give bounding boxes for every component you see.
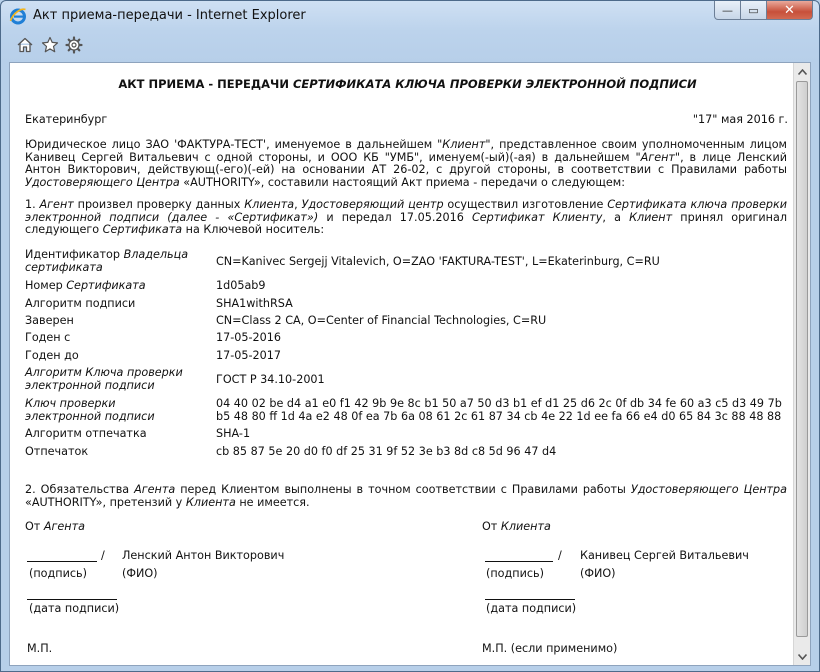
p1-text-8: на Ключевой носитель:	[182, 223, 325, 236]
label-italic: Ключ проверки электронной подписи	[25, 397, 155, 423]
label-plain: Годен до	[25, 349, 79, 362]
table-row-label	[25, 298, 195, 311]
p2-italic-2: Удостоверяющего Центра	[630, 483, 787, 496]
from-italic: Клиента	[500, 520, 551, 533]
close-icon: ✕	[784, 2, 795, 18]
intro-italic-3: Удостоверяющего Центра	[25, 175, 180, 189]
table-row-label	[25, 398, 195, 423]
table-row-value: 17-05-2017	[216, 349, 282, 362]
table-row-value: CN=Class 2 CA, O=Center of Financial Technologies, C=RU	[216, 314, 547, 327]
maximize-button[interactable]	[741, 1, 767, 20]
internet-explorer-icon	[9, 7, 27, 25]
document-date: "17" мая 2016 г.	[692, 113, 788, 126]
table-row-value: 17-05-2016	[216, 331, 282, 344]
minimize-button[interactable]	[714, 1, 741, 20]
maximize-icon: ▭	[748, 3, 759, 17]
p1-italic-2: Клиента	[244, 198, 295, 211]
table-row-label	[25, 350, 195, 363]
p1-text-5: и передал 17.05.2016	[318, 210, 472, 224]
table-row-value: SHA1withRSA	[216, 297, 293, 310]
browser-toolbar	[1, 31, 819, 59]
intro-text-2: , представленное своим уполномоченным лицом Канивец Сергей Витальевич с одной стороны, и ООО КБ "УМБ", именуем(-ый)(-ая) в дальнейшем	[25, 138, 787, 164]
intro-text-3: , в лице Ленский Антон Викторович, действующ(-его)(-ей) на основании АТ 26-02, с другой стороны, в соответствии с Правилами работы	[25, 150, 787, 176]
client-date-line	[485, 589, 575, 600]
label-italic: Владельца сертификата	[25, 248, 189, 274]
client-fio-caption: (ФИО)	[580, 567, 616, 580]
scroll-down-button[interactable]	[795, 648, 810, 665]
favorites-star-icon[interactable]	[41, 36, 59, 54]
p1-text-2: произвел проверку данных	[73, 198, 245, 211]
label-plain: Отпечаток	[25, 445, 89, 458]
agent-sign-caption: (подпись)	[29, 567, 87, 580]
chevron-up-icon	[798, 69, 807, 75]
p1-italic-5: Сертификат Клиенту	[471, 210, 603, 224]
table-row-value: CN=Kanivec Sergejj Vitalevich, O=ZAO 'FAKTURA-TEST', L=Ekaterinburg, C=RU	[216, 255, 660, 268]
table-row-label	[25, 315, 195, 328]
from-plain: От	[25, 520, 44, 533]
p1-italic-4: Сертификата ключа проверки электронной подписи (далее - «Сертификат»)	[25, 198, 787, 224]
city: Екатеринбург	[25, 113, 108, 126]
p1-text-6: , а	[602, 210, 630, 224]
p1-text-7: принял оригинал следующего	[25, 210, 787, 236]
client-date-caption: (дата подписи)	[486, 602, 577, 615]
intro-text-1: Юридическое лицо ЗАО 'ФАКТУРА-ТЕСТ', именуемое в дальнейшем	[25, 138, 438, 151]
agent-from-label	[25, 521, 85, 534]
agent-slash: /	[101, 549, 105, 562]
title-bar[interactable]	[1, 1, 819, 31]
p1-italic-3: Удостоверяющий центр	[301, 198, 444, 211]
intro-italic-1: "Клиент"	[437, 138, 491, 151]
client-from-label	[482, 521, 551, 534]
intro-italic-2: "Агент"	[635, 150, 681, 164]
window-title: Акт приема-передачи - Internet Explorer	[33, 8, 306, 23]
agent-date-caption: (дата подписи)	[29, 602, 120, 615]
table-row-value: 1d05ab9	[216, 279, 266, 292]
settings-gear-icon[interactable]	[65, 36, 83, 54]
vertical-scrollbar[interactable]	[793, 63, 810, 665]
table-row-value: SHA-1	[216, 427, 251, 440]
p1-italic-6: Клиент	[629, 210, 673, 224]
label-italic: Алгоритм Ключа проверки электронной подписи	[25, 366, 183, 392]
label-plain: Годен с	[25, 331, 71, 344]
intro-paragraph	[25, 139, 787, 189]
client-name: Канивец Сергей Витальевич	[580, 549, 749, 562]
from-plain: От	[482, 520, 501, 533]
table-row-label	[25, 367, 195, 392]
p2-text-1: 2. Обязательства	[25, 483, 135, 496]
label-plain: Алгоритм подписи	[25, 297, 136, 310]
label-plain: Алгоритм отпечатка	[25, 427, 147, 440]
agent-date-line	[27, 589, 117, 600]
agent-fio-caption: (ФИО)	[122, 567, 158, 580]
agent-name: Ленский Антон Викторович	[122, 549, 285, 562]
paragraph-1	[25, 199, 787, 237]
table-row-label	[25, 249, 195, 274]
table-row-value: cb 85 87 5e 20 d0 f0 df 25 31 9f 52 3e b3 8d c8 5d 96 47 d4	[216, 445, 557, 458]
from-italic: Агента	[43, 520, 85, 533]
close-button[interactable]	[767, 1, 813, 20]
p1-text-1: 1.	[25, 198, 40, 211]
p1-italic-1: Агент	[39, 198, 74, 211]
p1-text-4: осуществил изготовление	[443, 198, 608, 211]
home-icon[interactable]	[16, 36, 34, 54]
table-row-label	[25, 428, 195, 441]
minimize-icon: —	[722, 3, 733, 17]
title-plain: АКТ ПРИЕМА - ПЕРЕДАЧИ	[118, 77, 293, 91]
p2-italic-1: Агента	[134, 483, 176, 496]
agent-signature-line	[27, 551, 97, 562]
p1-italic-7: Сертификата	[102, 223, 183, 236]
intro-text-4: «AUTHORITY», составили настоящий Акт приема - передачи о следующем:	[179, 175, 625, 189]
p2-text-3: «AUTHORITY», претензий у	[25, 495, 186, 509]
paragraph-2	[25, 484, 787, 509]
client-sign-caption: (подпись)	[486, 567, 544, 580]
p1-text-3: ,	[294, 198, 302, 211]
client-stamp: М.П. (если применимо)	[482, 642, 618, 655]
label-plain: Идентификатор	[25, 248, 124, 261]
client-slash: /	[558, 549, 562, 562]
p2-italic-3: Клиента	[185, 495, 236, 509]
p2-text-2: перед Клиентом выполнены в точном соответствии с Правилами работы	[175, 483, 631, 496]
table-row-label	[25, 280, 195, 293]
label-plain: Номер	[25, 279, 67, 292]
label-italic: Сертификата	[66, 279, 146, 292]
title-italic: СЕРТИФИКАТА КЛЮЧА ПРОВЕРКИ ЭЛЕКТРОННОЙ ПОДПИСИ	[292, 77, 697, 91]
table-row-label	[25, 332, 195, 345]
agent-stamp: М.П.	[27, 642, 53, 655]
table-row-value: 04 40 02 be d4 a1 e0 f1 42 9b 9e 8c b1 50 a7 50 d3 b1 ef d1 25 d6 2c 0f db 34 fe 60 a3 c5 d3 49 7b b5 48 80 ff 1d 4a e2 48 0f ea 7b 6a 08 61 2c 61 87 34 cb 4e 22 1d ee fa 66 e4 d0 65 84 3c 88 48 88	[216, 397, 782, 423]
page-content	[9, 62, 811, 666]
document-title	[25, 78, 790, 91]
label-plain: Заверен	[25, 314, 74, 327]
table-row-value: ГОСТ Р 34.10-2001	[216, 373, 325, 386]
scroll-thumb[interactable]	[796, 81, 808, 637]
table-row-label	[25, 446, 195, 459]
client-signature-line	[485, 551, 553, 562]
chevron-down-icon	[798, 654, 807, 660]
scroll-up-button[interactable]	[795, 63, 810, 80]
p2-text-4: не имеется.	[235, 495, 310, 509]
